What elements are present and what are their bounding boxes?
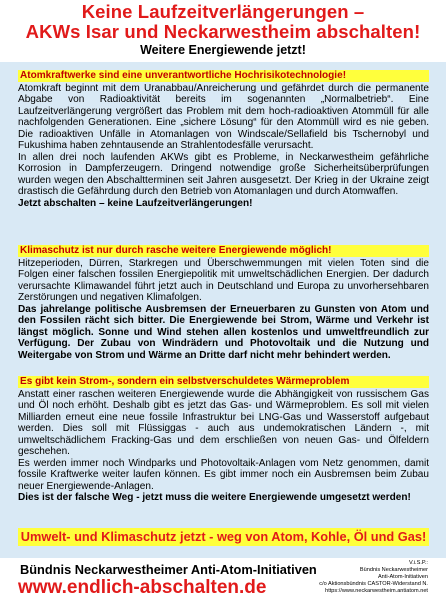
imprint [319,560,428,595]
section-heading: Klimaschutz ist nur durch rasche weitere Energiewende möglich! [18,245,429,257]
organization-name: Bündnis Neckarwestheimer Anti-Atom-Initiativen [20,562,317,577]
section-heading: Es gibt kein Strom-, sondern ein selbstverschuldetes Wärmeproblem [18,376,429,388]
footer [0,558,446,600]
title-line-2: AKWs Isar und Neckarwestheim abschalten! [25,21,421,42]
section-paragraph: Es werden immer noch Windparks und Photovoltaik-Anlagen vom Netz genommen, damit fossile Kraftwerke weiter laufen können. Es gibt immer noch ein Ausbremsen beim Zubau neuer Energiewende-Anlagen. [18,457,429,492]
subtitle: Weitere Energiewende jetzt! [140,43,306,57]
imprint-line: https://www.neckarwestheim.antiatom.net [325,588,428,594]
slogan-banner: Umwelt- und Klimaschutz jetzt - weg von Atom, Kohle, Öl und Gas! [18,528,429,546]
section-heat-problem [18,376,429,504]
imprint-line: V.i.S.P.: [409,560,428,566]
section-paragraph: Hitzeperioden, Dürren, Starkregen und Überschwemmungen mit vielen Toten sind die Folgen einer falschen fossilen Energiepolitik mit umweltschädlichen Energien. Der dadurch verursachte Klimawandel führt jetzt auch in Deutschland und Europa zu unvorhersehbaren Zerstörungen und negativen Klimafolgen. [18,257,429,303]
main-content [0,62,446,558]
section-closing: Das jahrelange politische Ausbremsen der Erneuerbaren zu Gunsten von Atom und den Fossilen rächt sich bitter. Die Energiewende bei Strom, Wärme und Verkehr ist längst möglich. Sonne und Wind stehen allen kostenlos und umweltfreundlich zur Verfügung. Der Zubau von Windrädern und Photovoltaik und die Nutzung und Weitergabe von Strom und Wärme an Dritte darf nicht mehr behindert werden. [18,303,429,361]
header [0,0,446,62]
title-line-1: Keine Laufzeitverlängerungen – [81,1,365,22]
imprint-line: Bündnis Neckarwestheimer [359,567,428,573]
section-paragraph: Anstatt einer raschen weiteren Energiewende wurde die Abhängigkeit von russischem Gas und Öl noch erhöht. Deshalb gibt es jetzt das Gas- und Wärmeproblem. Es soll mit vielen Milliarden erneut eine neue fossile Infrastruktur bei LNG-Gas und Wasserstoff aufgebaut werden. Dies soll mit Flüssiggas - auch aus undemokratischen Ländern -, mit umweltschädlichem Fracking-Gas und dem erschließen von neuen Gas- und Ölfeldern geschehen. [18,388,429,457]
section-paragraph: Atomkraft beginnt mit dem Uranabbau/Anreicherung und gefährdet durch die permanente Abgabe von Radioaktivität bereits im sogenannten „Normalbetrieb“. Eine Laufzeitverlängerung vergrößert das Problem mit dem hoch-radioaktiven Atommüll für alle nachfolgenden Generationen. Eine „sichere Lösung“ für den Atommüll wird es nie geben. Die radioaktiven Unfälle in Atomanlagen von Windscale/Sellafield bis Tschernobyl und Fukushima haben zehntausende an Strahlentodesfälle verursacht. [18,82,429,151]
imprint-line: Anti-Atom-Initiativen [377,574,428,580]
imprint-line: c/o Aktionsbündnis CASTOR-Widerstand N. [319,581,428,587]
section-paragraph: In allen drei noch laufenden AKWs gibt es Probleme, in Neckarwestheim gefährliche Korrosion in Dampferzeugern. Dringend notwendige große Sicherheitsüberprüfungen wurden wegen den Abschaltterminen seit Jahren ausgesetzt. Der Krieg in der Ukraine zeigt drastisch die Gefährdung durch den Betrieb von Atomanlagen und durch Atomwaffen. [18,151,429,197]
section-closing: Dies ist der falsche Weg - jetzt muss die weitere Energiewende umgesetzt werden! [18,492,411,503]
section-closing: Jetzt abschalten – keine Laufzeitverlängerungen! [18,197,253,209]
section-heading: Atomkraftwerke sind eine unverantwortliche Hochrisikotechnologie! [18,70,429,82]
section-climate [18,245,429,361]
section-nuclear-risk [18,70,429,209]
website-link[interactable]: www.endlich-abschalten.de [18,577,267,598]
